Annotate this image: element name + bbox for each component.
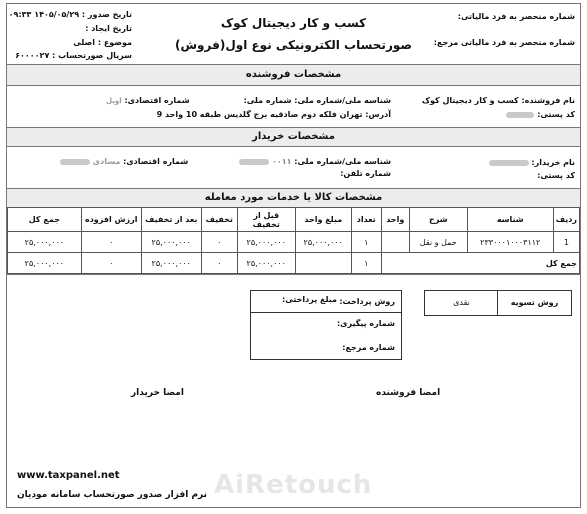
col-vat: ارزش افزوده bbox=[81, 208, 141, 232]
col-before-discount: قبل از تخفیف bbox=[237, 208, 295, 232]
buyer-national-id: شناسه ملی/شماره ملی: ۰۰۱۱ bbox=[239, 157, 391, 166]
seller-name: نام فروشنده: کسب و کار دیجیتال کوک bbox=[421, 96, 575, 105]
items-section-title: مشخصات کالا یا خدمات مورد معامله bbox=[7, 188, 580, 208]
payment-box bbox=[250, 290, 402, 360]
buyer-section-title: مشخصات خریدار bbox=[7, 127, 580, 147]
document-title: صورتحساب الکترونیکی نوع اول(فروش) bbox=[175, 38, 412, 52]
col-unit: واحد bbox=[381, 208, 409, 232]
buyer-name: نام خریدار: bbox=[489, 158, 575, 167]
items-header-row bbox=[8, 208, 580, 232]
col-unit-price: مبلغ واحد bbox=[295, 208, 351, 232]
total-row: جمع کل ۱ ۲۵,۰۰۰,۰۰۰ ۰ ۲۵,۰۰۰,۰۰۰ ۰ ۲۵,۰۰۰,۰۰۰ bbox=[8, 253, 580, 274]
buyer-signature-label: امضا خریدار bbox=[131, 388, 184, 398]
col-id: شناسه bbox=[467, 208, 553, 232]
table-row: 1 ۲۳۳۰۰۰۱۰۰۰۳۱۱۲ حمل و نقل ۱ ۲۵,۰۰۰,۰۰۰ ۲۵,۰۰۰,۰۰۰ ۰ ۲۵,۰۰۰,۰۰۰ ۰ ۲۵,۰۰۰,۰۰۰ bbox=[8, 232, 580, 253]
seller-national-id-label: شناسه ملی/شماره ملی: شماره ملی: bbox=[243, 96, 391, 105]
buyer-postal-code-label: کد پستی: bbox=[537, 171, 575, 180]
create-date-label: تاریخ ایجاد : bbox=[85, 24, 132, 33]
seller-postal-code: کد پستی: bbox=[506, 110, 575, 119]
settlement-box bbox=[424, 290, 572, 316]
seller-unique-no-label: شماره منحصر به فرد مالیاتی: bbox=[457, 12, 575, 21]
col-desc: شرح bbox=[409, 208, 467, 232]
serial: سریال صورتحساب : ۶۰۰۰۰۲۷ bbox=[15, 51, 132, 60]
col-after-discount: بعد از تخفیف bbox=[141, 208, 201, 232]
seller-address: آدرس: تهران فلکه دوم صادقیه برج گلدیس طبقه 10 واحد 9 bbox=[156, 110, 391, 119]
divider bbox=[7, 274, 580, 275]
redacted-postal bbox=[506, 112, 534, 118]
payment-amount-label: مبلغ پرداختی: bbox=[282, 295, 337, 304]
company-title: کسب و کار دیجیتال کوک bbox=[220, 16, 367, 30]
tracking-no-label: شماره پیگیری: bbox=[336, 319, 395, 328]
settlement-label: روش تسویه bbox=[497, 291, 571, 315]
items-table bbox=[7, 207, 580, 274]
seller-economic-no: شماره اقتصادی: اوپل bbox=[106, 96, 190, 105]
software-name: نرم افزار صدور صورتحساب سامانه مودیان bbox=[17, 490, 208, 500]
payment-method-label: روش پرداخت: bbox=[339, 297, 395, 306]
subject: موضوع : اصلی bbox=[73, 38, 132, 47]
issue-date: تاریخ صدور : ۱۴۰۵/۰۵/۲۹ ۰۹:۳۳ bbox=[8, 10, 132, 19]
watermark: AiRetouch bbox=[214, 470, 373, 500]
ref-unique-no-label: شماره منحصر به فرد مالیاتی مرجع: bbox=[433, 38, 575, 47]
col-row: ردیف bbox=[553, 208, 579, 232]
col-total: جمع کل bbox=[8, 208, 82, 232]
seller-signature-label: امضا فروشنده bbox=[376, 388, 441, 398]
buyer-phone-label: شماره تلفن: bbox=[340, 169, 391, 178]
seller-section-title: مشخصات فروشنده bbox=[7, 64, 580, 86]
reference-no-label: شماره مرجع: bbox=[342, 343, 395, 352]
website-link[interactable]: www.taxpanel.net bbox=[17, 470, 120, 481]
buyer-economic-no: شماره اقتصادی: مسادی bbox=[60, 157, 188, 166]
col-discount: تخفیف bbox=[201, 208, 237, 232]
total-label: جمع کل bbox=[381, 253, 579, 274]
col-qty: تعداد bbox=[351, 208, 381, 232]
settlement-value: نقدی bbox=[453, 298, 470, 307]
redacted-buyer-name bbox=[489, 160, 529, 166]
